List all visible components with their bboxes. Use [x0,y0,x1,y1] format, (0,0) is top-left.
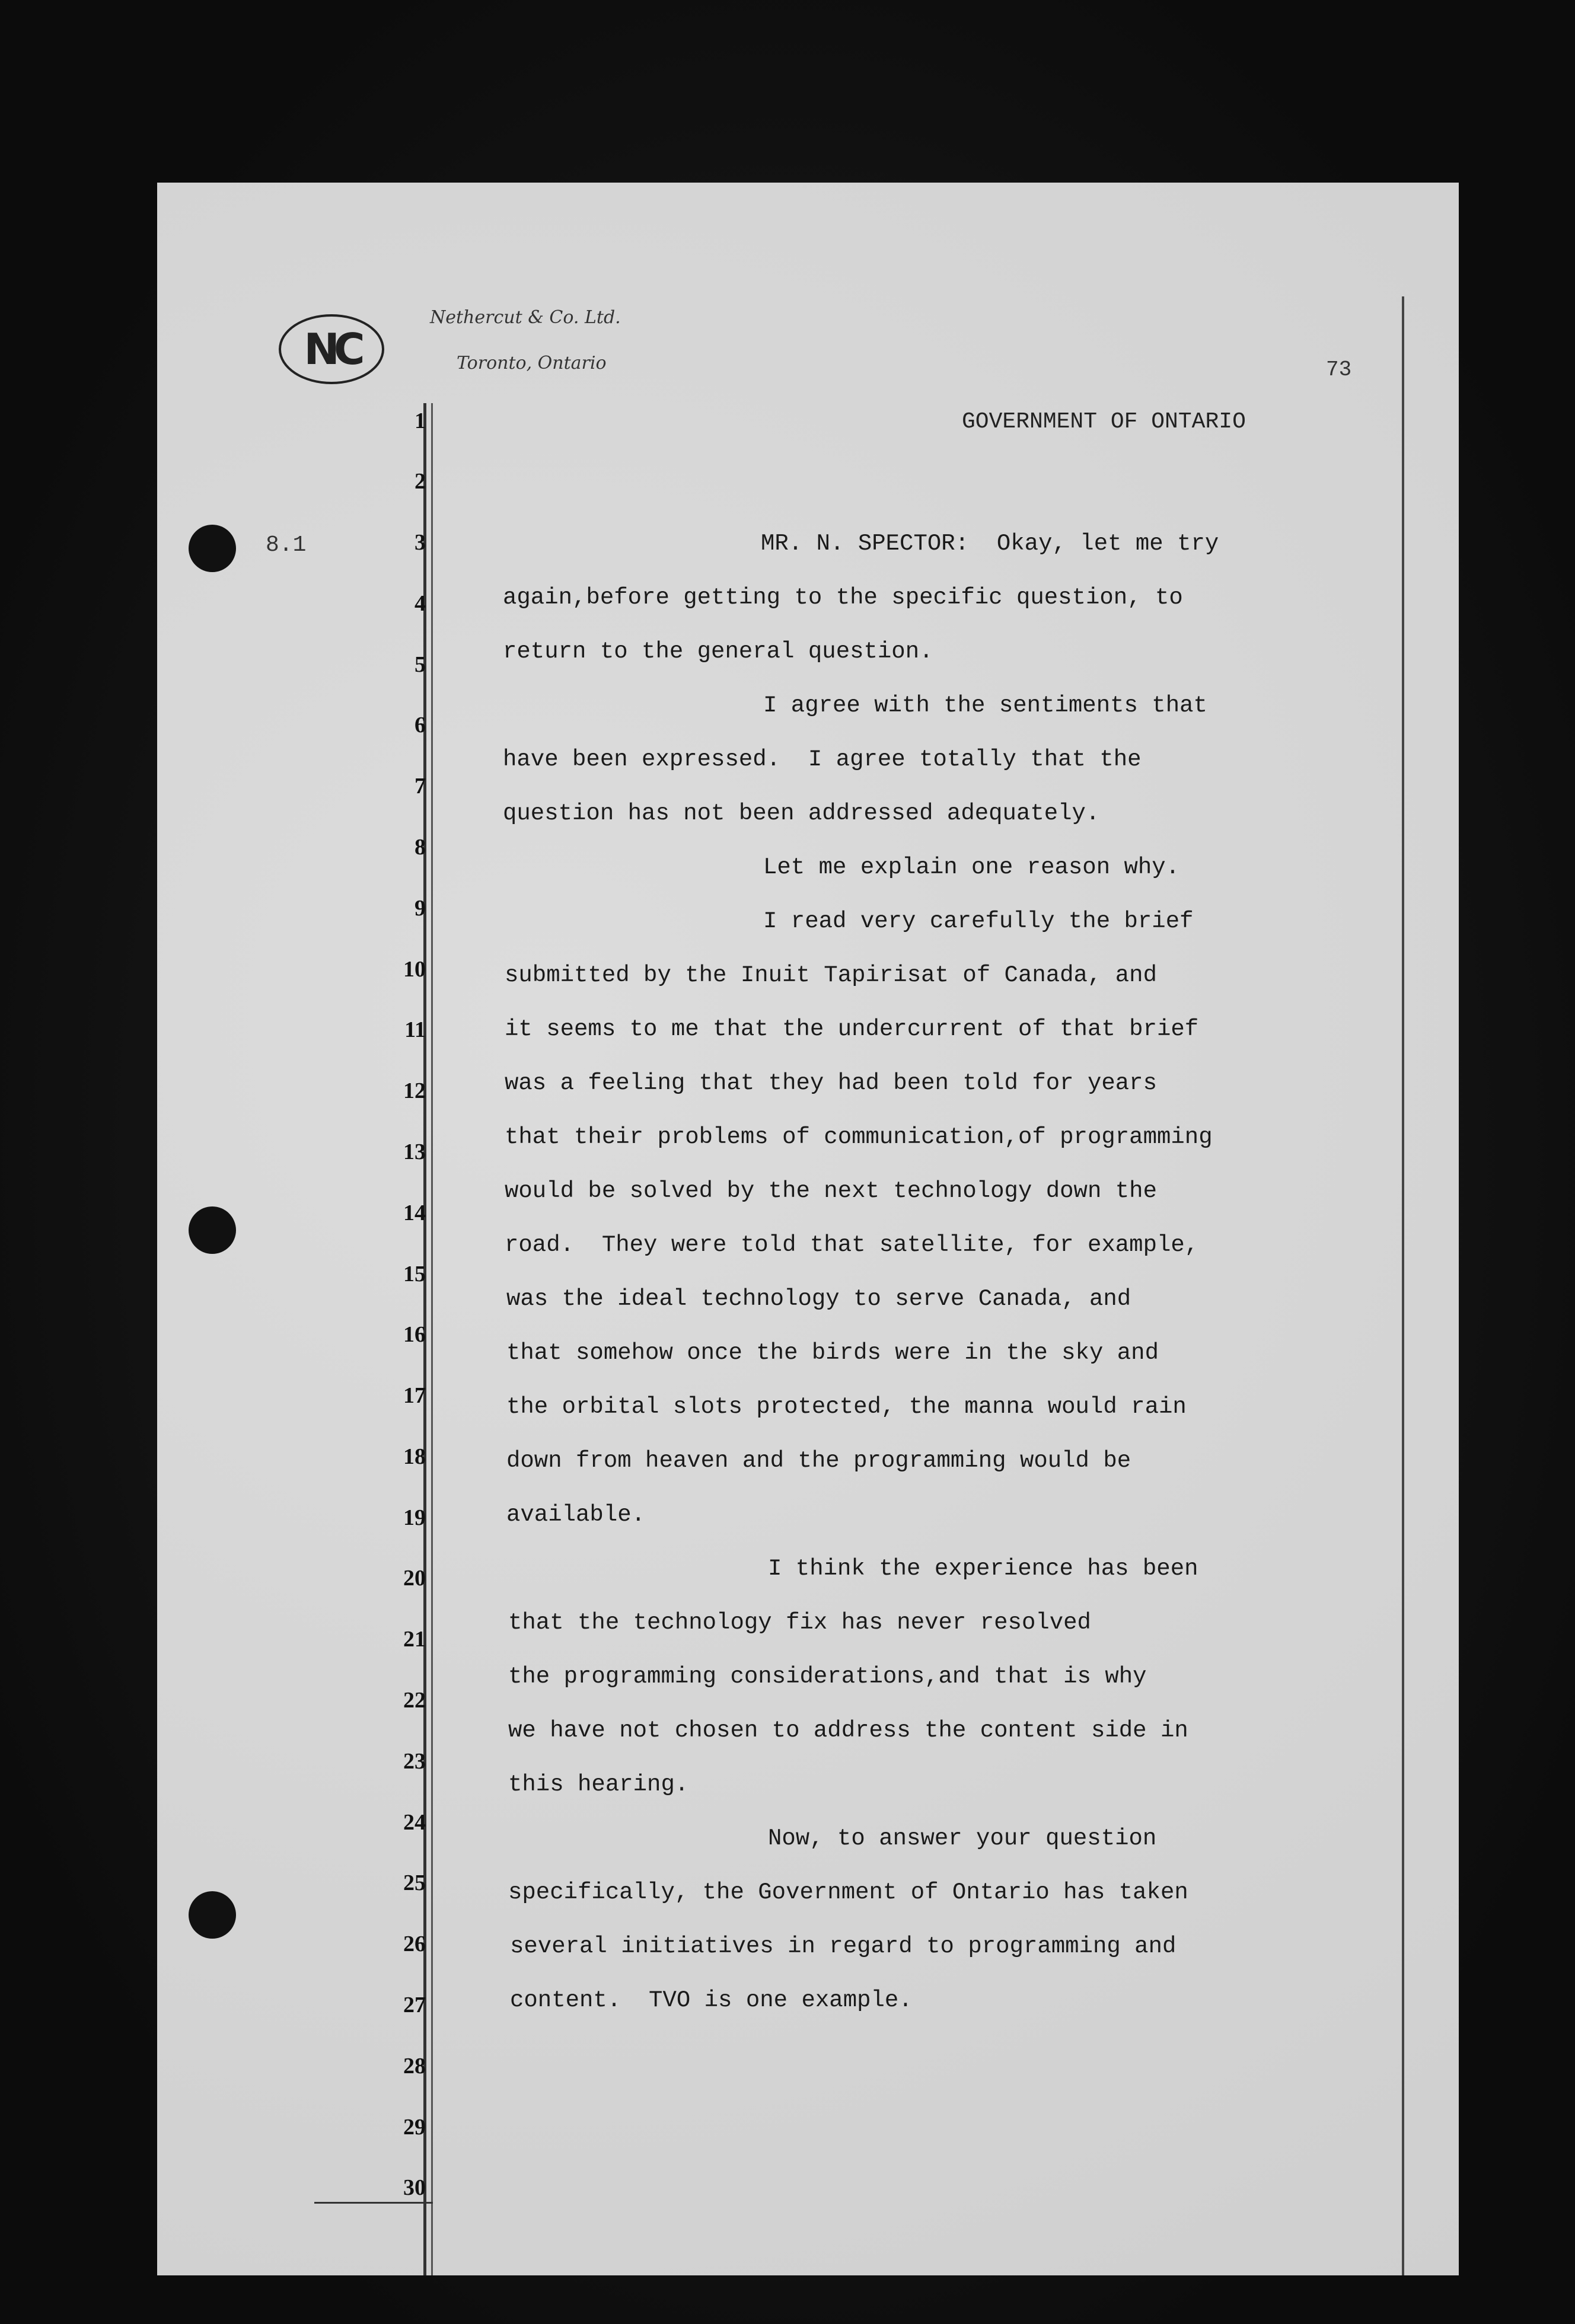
line-number: 4 [415,591,426,616]
text-line: I read very carefully the brief [763,908,1194,934]
text-line: Let me explain one reason why. [763,854,1180,880]
text-line: the orbital slots protected, the manna would rain [506,1394,1187,1420]
line-number: 23 [403,1749,426,1774]
text-line: submitted by the Inuit Tapirisat of Canada, and [505,962,1157,988]
firm-city: Toronto, Ontario [457,353,607,374]
line-number: 6 [415,713,426,738]
firm-logo: NC [279,314,384,384]
bottom-rule [314,2202,433,2204]
text-line: was a feeling that they had been told for years [505,1070,1157,1096]
line-number: 7 [415,774,426,799]
line-number: 10 [403,957,426,982]
line-number: 8 [415,835,426,860]
page-number: 73 [1326,357,1352,382]
line-number: 12 [403,1078,426,1103]
text-line: the programming considerations,and that is why [508,1664,1147,1690]
text-line: was the ideal technology to serve Canada, and [506,1286,1131,1312]
line-number: 13 [403,1139,426,1164]
line-number: 5 [415,652,426,677]
text-line: I agree with the sentiments that [763,692,1207,719]
line-number: 9 [415,896,426,921]
text-line: down from heaven and the programming would be [506,1448,1131,1474]
margin-note: 8.1 [266,532,307,558]
text-line: we have not chosen to address the content side in [508,1718,1188,1744]
punch-hole [189,1206,236,1254]
line-number: 16 [403,1322,426,1347]
line-number: 14 [403,1201,426,1225]
text-line: I think the experience has been [768,1556,1198,1582]
line-number: 27 [403,1993,426,2017]
text-line: content. TVO is one example. [510,1987,913,2013]
text-line: again,before getting to the specific question, to [503,585,1183,611]
line-number: 18 [403,1444,426,1469]
line-number: 28 [403,2054,426,2079]
speaker-heading: GOVERNMENT OF ONTARIO [962,409,1246,435]
text-line: would be solved by the next technology down the [505,1178,1157,1204]
text-line: MR. N. SPECTOR: Okay, let me try [761,531,1219,557]
text-line: this hearing. [508,1771,689,1798]
line-number: 30 [403,2175,426,2200]
text-line: available. [506,1502,646,1528]
line-number: 26 [403,1932,426,1956]
text-line: specifically, the Government of Ontario has taken [508,1879,1188,1905]
line-number: 25 [403,1870,426,1895]
text-line: have been expressed. I agree totally that the [503,746,1142,772]
line-number: 24 [403,1810,426,1835]
right-margin-rule [1402,296,1404,2275]
punch-hole [189,1891,236,1939]
line-number: 20 [403,1566,426,1591]
text-line: question has not been addressed adequately. [503,800,1100,826]
line-number: 19 [403,1505,426,1530]
margin-rule [431,403,433,2275]
line-number: 29 [403,2115,426,2140]
line-number: 22 [403,1688,426,1713]
line-number: 15 [403,1262,426,1286]
text-line: it seems to me that the undercurrent of that brief [505,1016,1199,1042]
punch-hole [189,525,236,572]
text-line: that their problems of communication,of programming [505,1124,1213,1150]
line-number: 21 [403,1627,426,1652]
line-number: 1 [415,408,426,433]
firm-name: Nethercut & Co. Ltd. [430,307,621,328]
text-line: Now, to answer your question [768,1825,1157,1851]
line-number: 11 [404,1017,426,1042]
text-line: several initiatives in regard to programming and [510,1933,1177,1959]
text-line: road. They were told that satellite, for example, [505,1232,1199,1258]
line-number: 2 [415,469,426,494]
transcript-page [157,183,1459,2275]
line-number: 3 [415,530,426,555]
text-line: that somehow once the birds were in the sky and [506,1340,1159,1366]
text-line: return to the general question. [503,639,933,665]
line-number: 17 [403,1383,426,1408]
text-line: that the technology fix has never resolved [508,1610,1091,1636]
